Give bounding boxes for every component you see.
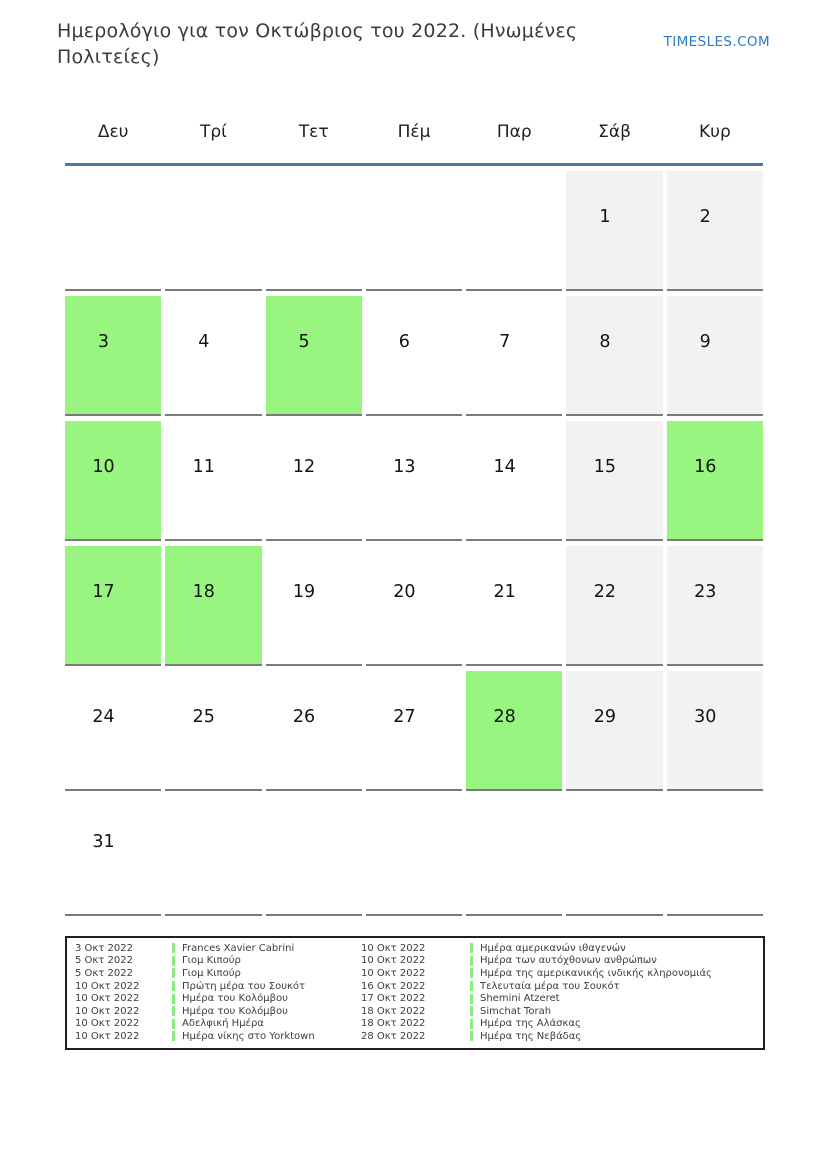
calendar [65, 100, 763, 916]
day-number: 12 [292, 457, 316, 477]
event-date: 5 Οκτ 2022 [75, 955, 133, 967]
event-name [172, 993, 353, 1004]
day-cell-8 [566, 296, 662, 416]
event-color-bar-icon [470, 994, 473, 1004]
day-cell-empty [266, 171, 362, 291]
event-color-bar-icon [470, 1006, 473, 1016]
day-cell-22 [566, 546, 662, 666]
event-color-bar-icon [172, 956, 175, 966]
day-cell-empty [266, 796, 362, 916]
week-row [65, 421, 763, 541]
event-name-label: Ημέρα του Κολόμβου [182, 993, 288, 1005]
day-cell-30 [667, 671, 763, 791]
event-color-bar-icon [172, 1019, 175, 1029]
event-date: 10 Οκτ 2022 [361, 955, 426, 967]
event-date: 10 Οκτ 2022 [361, 967, 426, 979]
day-number: 27 [393, 707, 416, 727]
header-separator-line [65, 163, 763, 166]
day-cell-empty [466, 171, 562, 291]
day-cell-31 [65, 796, 161, 916]
event-color-bar-icon [172, 943, 175, 953]
day-cell-1 [566, 171, 662, 291]
event-name-label: Shemini Atzeret [480, 993, 560, 1005]
calendar-grid [65, 171, 763, 916]
day-number: 21 [493, 582, 516, 602]
event-name-label: Ημέρα της Αλάσκας [480, 1018, 581, 1030]
event-row [67, 967, 763, 980]
day-number: 16 [694, 457, 717, 477]
event-date: 10 Οκτ 2022 [75, 1005, 140, 1017]
brand-link[interactable]: TIMESLES.COM [663, 34, 770, 50]
event-name-label: Ημέρα νίκης στο Yorktown [182, 1030, 315, 1042]
day-cell-empty [366, 171, 462, 291]
event-name-label: Ημέρα της Νεβάδας [480, 1030, 582, 1042]
day-cell-26 [266, 671, 362, 791]
event-name [470, 981, 763, 992]
day-cell-20 [366, 546, 462, 666]
event-date: 3 Οκτ 2022 [75, 942, 133, 954]
event-date: 18 Οκτ 2022 [361, 1005, 426, 1017]
day-number: 25 [192, 707, 215, 727]
event-name-label: Simchat Torah [480, 1005, 552, 1017]
weekday-label-thu: Πέμ [397, 121, 431, 142]
day-cell-empty [65, 171, 161, 291]
day-cell-9 [667, 296, 763, 416]
event-date: 5 Οκτ 2022 [75, 967, 133, 979]
day-number: 28 [493, 707, 516, 727]
event-color-bar-icon [172, 994, 175, 1004]
day-cell-empty [566, 796, 662, 916]
day-number: 15 [593, 457, 617, 477]
day-cell-28 [466, 671, 562, 791]
event-date: 10 Οκτ 2022 [361, 942, 426, 954]
event-row [67, 942, 763, 955]
week-row [65, 796, 763, 916]
day-cell-14 [466, 421, 562, 541]
day-cell-29 [566, 671, 662, 791]
day-cell-empty [366, 796, 462, 916]
day-number: 22 [593, 582, 617, 602]
event-name [172, 1031, 353, 1042]
day-cell-17 [65, 546, 161, 666]
event-date: 10 Οκτ 2022 [75, 1030, 140, 1042]
day-number: 19 [292, 582, 316, 602]
day-cell-19 [266, 546, 362, 666]
day-number: 7 [499, 332, 511, 352]
day-number: 20 [393, 582, 416, 602]
event-name-label: Πρώτη μέρα του Σουκότ [182, 980, 306, 992]
day-cell-empty [165, 171, 261, 291]
day-number: 13 [393, 457, 416, 477]
day-cell-21 [466, 546, 562, 666]
day-cell-10 [65, 421, 161, 541]
event-name [470, 1006, 763, 1017]
event-color-bar-icon [172, 1006, 175, 1016]
event-name [172, 1018, 353, 1029]
event-row [67, 955, 763, 968]
page-header [57, 18, 770, 70]
day-number: 31 [92, 832, 115, 852]
day-number: 2 [699, 207, 711, 227]
day-cell-27 [366, 671, 462, 791]
week-row [65, 296, 763, 416]
day-cell-13 [366, 421, 462, 541]
day-cell-4 [165, 296, 261, 416]
event-name [470, 1018, 763, 1029]
weekday-label-fri: Παρ [496, 121, 532, 142]
day-cell-12 [266, 421, 362, 541]
day-number: 11 [192, 457, 215, 477]
event-color-bar-icon [470, 981, 473, 991]
day-number: 24 [92, 707, 115, 727]
event-name [470, 993, 763, 1004]
event-color-bar-icon [470, 956, 473, 966]
day-number: 23 [694, 582, 717, 602]
event-name [470, 1031, 763, 1042]
event-row [67, 992, 763, 1005]
event-name [172, 955, 353, 966]
event-name-label: Αδελφική Ημέρα [182, 1018, 264, 1030]
event-name [172, 1006, 353, 1017]
day-number: 4 [198, 332, 210, 352]
day-cell-7 [466, 296, 562, 416]
day-number: 6 [398, 332, 410, 352]
weekday-label-tue: Τρί [199, 121, 227, 142]
day-cell-11 [165, 421, 261, 541]
event-name [172, 968, 353, 979]
event-name [470, 955, 763, 966]
week-row [65, 671, 763, 791]
day-number: 26 [292, 707, 316, 727]
event-name [470, 968, 763, 979]
event-name [470, 943, 763, 954]
event-color-bar-icon [470, 968, 473, 978]
event-date: 17 Οκτ 2022 [361, 993, 426, 1005]
event-name-label: Γιομ Κιπούρ [182, 967, 241, 979]
event-name-label: Ημέρα αμερικανών ιθαγενών [480, 942, 626, 954]
event-name-label: Ημέρα της αμερικανικής ινδικής κληρονομιάς [480, 967, 712, 979]
event-name-label: Ημέρα του Κολόμβου [182, 1005, 288, 1017]
event-name [172, 943, 353, 954]
day-number: 8 [599, 332, 611, 352]
event-color-bar-icon [470, 1019, 473, 1029]
day-number: 5 [298, 332, 310, 352]
event-name-label: Ημέρα των αυτόχθονων ανθρώπων [480, 955, 657, 967]
day-number: 18 [192, 582, 215, 602]
event-date: 10 Οκτ 2022 [75, 1018, 140, 1030]
week-row [65, 546, 763, 666]
event-name-label: Γιομ Κιπούρ [182, 955, 241, 967]
day-number: 17 [92, 582, 115, 602]
day-cell-empty [165, 796, 261, 916]
day-cell-25 [165, 671, 261, 791]
events-table [65, 936, 765, 1050]
day-cell-3 [65, 296, 161, 416]
day-number: 30 [694, 707, 717, 727]
event-date: 28 Οκτ 2022 [361, 1030, 426, 1042]
day-number: 9 [699, 332, 711, 352]
event-date: 10 Οκτ 2022 [75, 993, 140, 1005]
day-cell-15 [566, 421, 662, 541]
week-row [65, 171, 763, 291]
event-color-bar-icon [172, 981, 175, 991]
event-color-bar-icon [470, 1031, 473, 1041]
day-number: 3 [97, 332, 110, 352]
event-date: 18 Οκτ 2022 [361, 1018, 426, 1030]
weekday-label-sun: Κυρ [698, 121, 731, 142]
weekday-label-wed: Τετ [298, 121, 329, 142]
event-color-bar-icon [172, 1031, 175, 1041]
event-name-label: Frances Xavier Cabrini [182, 942, 295, 954]
event-row [67, 980, 763, 993]
day-cell-empty [667, 796, 763, 916]
weekday-label-mon: Δευ [97, 121, 129, 142]
weekday-label-sat: Σάβ [598, 121, 631, 142]
day-number: 10 [92, 457, 115, 477]
day-cell-2 [667, 171, 763, 291]
event-date: 10 Οκτ 2022 [75, 980, 140, 992]
weekday-header-row [65, 100, 763, 163]
event-color-bar-icon [470, 943, 473, 953]
event-row [67, 1005, 763, 1018]
day-cell-16 [667, 421, 763, 541]
event-color-bar-icon [172, 968, 175, 978]
day-cell-5 [266, 296, 362, 416]
event-name-label: Τελευταία μέρα του Σουκότ [480, 980, 620, 992]
event-row [67, 1018, 763, 1031]
day-number: 29 [593, 707, 617, 727]
day-number: 1 [599, 207, 611, 227]
day-cell-6 [366, 296, 462, 416]
event-row [67, 1030, 763, 1043]
day-cell-23 [667, 546, 763, 666]
day-cell-empty [466, 796, 562, 916]
page-title: Ημερολόγιο για τον Οκτώβριος του 2022. (Ηνωμένες Πολιτείες) [57, 20, 578, 68]
day-number: 14 [493, 457, 516, 477]
event-name [172, 981, 353, 992]
day-cell-24 [65, 671, 161, 791]
event-date: 16 Οκτ 2022 [361, 980, 426, 992]
day-cell-18 [165, 546, 261, 666]
